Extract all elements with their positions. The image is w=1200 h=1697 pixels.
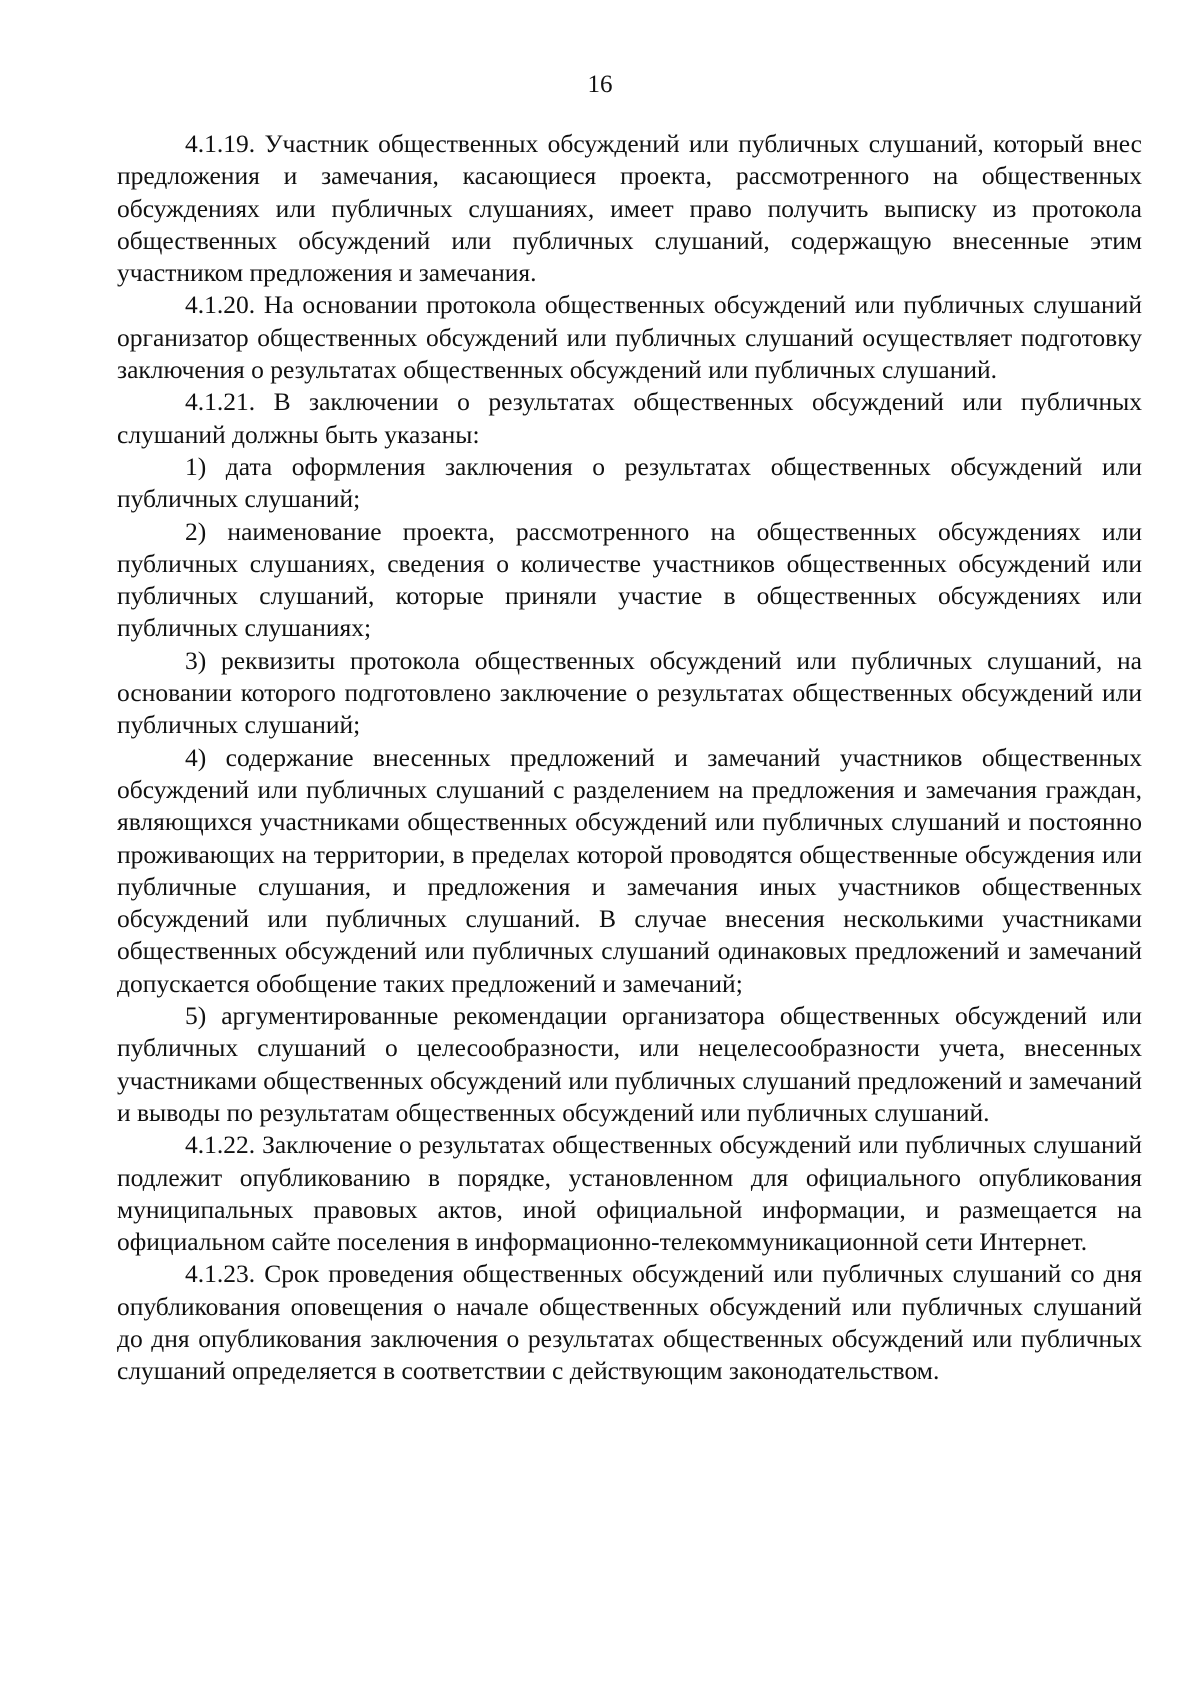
list-item-2: 2) наименование проекта, рассмотренного на общественных обсуждениях или публичных слушаниях, сведения о количестве участников общественных обсуждений или публичных слушаний, которые приняли участие в общественных обсуждениях или публичных слушаниях;: [117, 516, 1142, 643]
paragraph-4-1-19: 4.1.19. Участник общественных обсуждений или публичных слушаний, который внес предложения и замечания, касающиеся проекта, рассмотренного на общественных обсуждениях или публичных слушаниях, имеет право получить выписку из протокола общественных обсуждений или публичных слушаний, содержащую внесенные этим участником предложения и замечания.: [117, 129, 1142, 288]
paragraph-4-1-20: 4.1.20. На основании протокола общественных обсуждений или публичных слушаний организатор общественных обсуждений или публичных слушаний осуществляет подготовку заключения о результатах общественных обсуждений или публичных слушаний.: [117, 290, 1142, 385]
list-item-4: 4) содержание внесенных предложений и замечаний участников общественных обсуждений или публичных слушаний с разделением на предложения и замечания граждан, являющихся участниками общественных обсуждений или публичных слушаний и постоянно проживающих на территории, в пределах которой проводятся общественные обсуждения или публичные слушания, и предложения и замечания иных участников общественных обсуждений или публичных слушаний. В случае внесения несколькими участниками общественных обсуждений или публичных слушаний одинаковых предложений и замечаний допускается обобщение таких предложений и замечаний;: [117, 742, 1142, 998]
paragraph-4-1-22: 4.1.22. Заключение о результатах общественных обсуждений или публичных слушаний подлежит опубликованию в порядке, установленном для официального опубликования муниципальных правовых актов, иной официальной информации, и размещается на официальном сайте поселения в информационно-телекоммуникационной сети Интернет.: [117, 1130, 1142, 1257]
document-body: [117, 128, 1142, 1388]
list-item-3: 3) реквизиты протокола общественных обсуждений или публичных слушаний, на основании которого подготовлено заключение о результатах общественных обсуждений или публичных слушаний;: [117, 645, 1142, 740]
paragraph-4-1-21: 4.1.21. В заключении о результатах общественных обсуждений или публичных слушаний должны быть указаны:: [117, 387, 1142, 449]
list-item-1: 1) дата оформления заключения о результатах общественных обсуждений или публичных слушаний;: [117, 451, 1142, 514]
paragraph-4-1-23: 4.1.23. Срок проведения общественных обсуждений или публичных слушаний со дня опубликования оповещения о начале общественных обсуждений или публичных слушаний до дня опубликования заключения о результатах общественных обсуждений или публичных слушаний определяется в соответствии с действующим законодательством.: [117, 1259, 1142, 1386]
list-item-5: 5) аргументированные рекомендации организатора общественных обсуждений или публичных слушаний о целесообразности, или нецелесообразности учета, внесенных участниками общественных обсуждений или публичных слушаний предложений и замечаний и выводы по результатам общественных обсуждений или публичных слушаний.: [117, 1001, 1142, 1127]
page-number: 16: [587, 71, 613, 98]
